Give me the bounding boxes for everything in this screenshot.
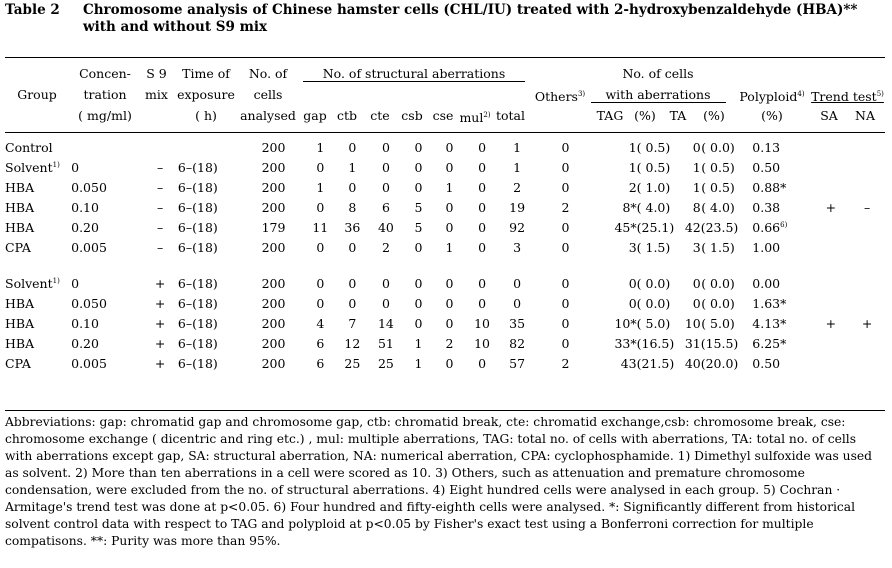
cell-tag-pct: ( 0.0) bbox=[636, 295, 671, 311]
cell-ta-pct: (20.0) bbox=[700, 355, 739, 371]
cell-na bbox=[849, 333, 885, 353]
cell-cte: 0 bbox=[381, 159, 390, 175]
cell-gap: 11 bbox=[312, 219, 329, 235]
cell-ctb: 0 bbox=[348, 139, 357, 155]
hdr-mul: mul$^{2)}$ bbox=[459, 110, 491, 126]
cell-tag: 10* bbox=[614, 315, 637, 331]
cell-ta: 8 bbox=[692, 199, 701, 215]
cell-cte: 0 bbox=[381, 275, 390, 291]
bottom-rule bbox=[5, 410, 885, 411]
cell-conc: 0.005 bbox=[71, 239, 107, 255]
cell-n: 200 bbox=[261, 179, 286, 195]
hdr-ta: TA bbox=[669, 108, 687, 123]
cell-total: 82 bbox=[509, 335, 526, 351]
cell-ta: 0 bbox=[692, 275, 701, 291]
cell-total: 1 bbox=[513, 159, 522, 175]
cell-tag-pct: ( 5.0) bbox=[636, 315, 671, 331]
cell-ta-pct: (23.5) bbox=[700, 219, 739, 235]
cell-cte: 0 bbox=[381, 139, 390, 155]
cell-tag-pct: (25.1) bbox=[636, 219, 675, 235]
cell-cse: 0 bbox=[445, 219, 454, 235]
cell-s9: – bbox=[157, 239, 164, 255]
cell-mul: 0 bbox=[478, 199, 487, 215]
hdr-others: Others$^{3)}$ bbox=[534, 89, 586, 105]
cell-total: 92 bbox=[509, 219, 526, 235]
hdr-ctb: ctb bbox=[336, 108, 358, 123]
cell-time: 6–(18) bbox=[177, 315, 218, 331]
cell-conc: 0 bbox=[71, 159, 80, 175]
cell-tag-pct: ( 0.5) bbox=[636, 139, 671, 155]
cell-mul: 10 bbox=[474, 335, 490, 351]
hdr-cte: cte bbox=[370, 108, 390, 123]
cell-cte: 40 bbox=[377, 219, 394, 235]
cell-ta-pct: ( 0.0) bbox=[701, 295, 735, 311]
cell-ta: 1 bbox=[692, 159, 701, 175]
cell-time: 6–(18) bbox=[177, 275, 218, 291]
cell-mul: 0 bbox=[478, 139, 487, 155]
hdr-csb: csb bbox=[401, 108, 423, 123]
cell-n: 200 bbox=[261, 159, 286, 175]
cell-ctb: 12 bbox=[344, 335, 361, 351]
cell-tag: 33* bbox=[614, 335, 637, 351]
cell-sa bbox=[813, 353, 850, 373]
cell-conc: 0.20 bbox=[71, 219, 99, 235]
cell-csb: 0 bbox=[414, 315, 423, 331]
cell-cse: 0 bbox=[445, 159, 454, 175]
hdr-sa: SA bbox=[820, 108, 838, 123]
cell-s9: + bbox=[154, 355, 166, 371]
cell-others: 0 bbox=[561, 335, 570, 351]
cell-conc: 0.10 bbox=[71, 315, 99, 331]
cell-ta-pct: ( 0.5) bbox=[701, 159, 735, 175]
hdr-structural-rule bbox=[303, 81, 525, 82]
hdr-conc-3: ( mg/ml) bbox=[78, 108, 132, 123]
cell-s9: – bbox=[157, 159, 164, 175]
cell-ctb: 36 bbox=[344, 219, 361, 235]
hdr-time-2: exposure bbox=[177, 87, 235, 102]
cell-tag-pct: ( 0.0) bbox=[636, 275, 671, 291]
cell-sa bbox=[813, 217, 850, 237]
cell-s9: + bbox=[154, 315, 166, 331]
hdr-poly: Polyploid$^{4)}$ bbox=[739, 89, 805, 105]
cell-cte: 51 bbox=[377, 335, 394, 351]
cell-poly: 1.63* bbox=[752, 295, 787, 311]
cell-cte: 0 bbox=[381, 179, 390, 195]
cell-ta: 10 bbox=[684, 315, 701, 331]
hdr-conc-2: tration bbox=[83, 87, 127, 102]
cell-csb: 0 bbox=[414, 159, 423, 175]
cell-sa: + bbox=[825, 315, 837, 331]
cell-poly: 1.00 bbox=[752, 239, 781, 255]
cell-gap: 1 bbox=[316, 179, 325, 195]
cell-total: 35 bbox=[509, 315, 526, 331]
hdr-structural: No. of structural aberrations bbox=[322, 66, 506, 81]
data-table bbox=[5, 137, 885, 373]
cell-n: 200 bbox=[261, 199, 286, 215]
cell-gap: 6 bbox=[316, 335, 325, 351]
cell-csb: 1 bbox=[414, 355, 423, 371]
cell-s9: – bbox=[157, 179, 164, 195]
hdr-poly-pct: (%) bbox=[761, 108, 783, 123]
cell-total: 0 bbox=[513, 275, 522, 291]
cell-gap: 0 bbox=[316, 199, 325, 215]
cell-group: Control bbox=[5, 139, 53, 155]
cell-sa bbox=[813, 333, 850, 353]
hdr-gap: gap bbox=[303, 108, 327, 123]
cell-csb: 5 bbox=[414, 199, 423, 215]
cell-ta-pct: ( 0.5) bbox=[701, 179, 735, 195]
cell-gap: 0 bbox=[316, 295, 325, 311]
hdr-no-2: cells bbox=[253, 87, 283, 102]
title-line-1: Chromosome analysis of Chinese hamster cells (CHL/IU) treated with 2-hydroxybenzaldehyde (HBA)** bbox=[83, 2, 858, 18]
cell-tag: 2 bbox=[628, 179, 637, 195]
footnote: Abbreviations: gap: chromatid gap and chromosome gap, ctb: chromatid break, cte: chromatid exchange,csb: chromosome break, cse: chromosome exchange ( dicentric and ring etc.) , mul: multiple aberrations, TAG: total no. of cells with aberrations, TA: total no. of cells with aberrations except gap, SA: structural aberration, NA: numerical aberration, CPA: cyclophosphamide. 1) Dimethyl sulfoxide was used as solvent. 2) More than ten aberrations in a cell were scored as 10. 3) Others, such as attenuation and premature chromosome condensation, were excluded from the no. of structural aberrations. 4) Eight hundred cells were analysed in each group. 5) Cochran · Armitage's trend test was done at p<0.05. 6) Four hundred and fifty-eighth cells were analysed. *: Significantly different from historical solvent control data with respect to TAG and polyploid at p<0.05 by Fisher's exact test using a Bonferroni correction for multiple compatisons. **: Purity was more than 95%. bbox=[5, 415, 873, 548]
cell-csb: 0 bbox=[414, 239, 423, 255]
cell-na: – bbox=[863, 199, 871, 215]
hdr-s9-2: mix bbox=[145, 87, 168, 102]
cell-poly: 0.13 bbox=[752, 139, 781, 155]
cell-total: 19 bbox=[509, 199, 526, 215]
cell-csb: 1 bbox=[414, 335, 423, 351]
cell-mul: 0 bbox=[478, 159, 487, 175]
cell-mul: 0 bbox=[478, 219, 487, 235]
cell-s9: – bbox=[157, 199, 164, 215]
cell-gap: 0 bbox=[316, 239, 325, 255]
cell-others: 0 bbox=[561, 219, 570, 235]
cell-tag-pct: (21.5) bbox=[636, 355, 675, 371]
cell-na bbox=[849, 293, 885, 313]
hdr-conc-1: Concen- bbox=[79, 66, 131, 81]
cell-group: HBA bbox=[5, 295, 35, 311]
cell-ctb: 0 bbox=[348, 275, 357, 291]
cell-ta: 31 bbox=[684, 335, 701, 351]
cell-s9: + bbox=[154, 275, 166, 291]
cell-ta-pct: ( 0.0) bbox=[701, 139, 735, 155]
cell-sa bbox=[813, 177, 850, 197]
cell-others: 0 bbox=[561, 315, 570, 331]
cell-time: 6–(18) bbox=[177, 295, 218, 311]
cell-others: 0 bbox=[561, 239, 570, 255]
cell-group: CPA bbox=[5, 355, 31, 371]
cell-sa bbox=[813, 137, 850, 157]
cell-poly: 6.25* bbox=[752, 335, 787, 351]
cell-time: 6–(18) bbox=[177, 179, 218, 195]
cell-ta: 40 bbox=[684, 355, 701, 371]
hdr-group: Group bbox=[17, 87, 57, 102]
hdr-s9-1: S 9 bbox=[146, 66, 167, 81]
cell-tag: 1 bbox=[628, 139, 637, 155]
cell-s9 bbox=[142, 137, 178, 157]
hdr-tag-pct: (%) bbox=[634, 108, 656, 123]
cell-csb: 0 bbox=[414, 179, 423, 195]
cell-cte: 0 bbox=[381, 295, 390, 311]
cell-cse: 0 bbox=[445, 315, 454, 331]
table-title bbox=[5, 2, 885, 36]
cell-total: 1 bbox=[513, 139, 522, 155]
cell-cse: 2 bbox=[445, 335, 454, 351]
cell-ta-pct: ( 4.0) bbox=[701, 199, 735, 215]
cell-poly: 0.66$^{6)}$ bbox=[752, 219, 788, 235]
cell-cse: 0 bbox=[445, 275, 454, 291]
cell-group: HBA bbox=[5, 199, 35, 215]
cell-time: 6–(18) bbox=[177, 239, 218, 255]
cell-mul: 10 bbox=[474, 315, 490, 331]
hdr-time-1: Time of bbox=[182, 66, 230, 81]
cell-ctb: 0 bbox=[348, 239, 357, 255]
cell-cse: 0 bbox=[445, 355, 454, 371]
cell-gap: 0 bbox=[316, 275, 325, 291]
table-row bbox=[5, 273, 885, 293]
cell-sa: + bbox=[825, 199, 837, 215]
cell-na: + bbox=[861, 315, 873, 331]
cell-na bbox=[849, 137, 885, 157]
cell-gap: 1 bbox=[316, 139, 325, 155]
cell-mul: 0 bbox=[478, 355, 487, 371]
cell-mul: 0 bbox=[478, 275, 487, 291]
cell-cse: 0 bbox=[445, 199, 454, 215]
cell-tag-pct: ( 4.0) bbox=[636, 199, 671, 215]
cell-gap: 6 bbox=[316, 355, 325, 371]
hdr-cells-rule bbox=[591, 102, 726, 103]
cell-conc: 0 bbox=[71, 275, 80, 291]
top-rule bbox=[5, 57, 885, 58]
cell-ta: 0 bbox=[692, 295, 701, 311]
cell-total: 3 bbox=[513, 239, 522, 255]
cell-cse: 0 bbox=[445, 295, 454, 311]
title-line-2: with and without S9 mix bbox=[83, 19, 268, 35]
cell-csb: 5 bbox=[414, 219, 423, 235]
cell-csb: 0 bbox=[414, 275, 423, 291]
hdr-tag: TAG bbox=[596, 108, 624, 123]
cell-cte: 25 bbox=[377, 355, 394, 371]
hdr-cells-2: with aberrations bbox=[605, 87, 711, 102]
table-row bbox=[5, 313, 885, 333]
cell-n: 200 bbox=[261, 315, 286, 331]
cell-n: 200 bbox=[261, 275, 286, 291]
cell-conc: 0.10 bbox=[71, 199, 99, 215]
cell-others: 0 bbox=[561, 139, 570, 155]
cell-poly: 0.50 bbox=[752, 355, 781, 371]
cell-cte: 6 bbox=[381, 199, 390, 215]
cell-tag-pct: ( 0.5) bbox=[636, 159, 671, 175]
cell-total: 0 bbox=[513, 295, 522, 311]
cell-poly: 0.00 bbox=[752, 275, 781, 291]
cell-ta-pct: ( 1.5) bbox=[701, 239, 735, 255]
cell-n: 200 bbox=[261, 295, 286, 311]
cell-sa bbox=[813, 273, 850, 293]
cell-conc: 0.050 bbox=[71, 295, 107, 311]
hdr-na: NA bbox=[855, 108, 875, 123]
cell-ta-pct: ( 5.0) bbox=[701, 315, 735, 331]
cell-mul: 0 bbox=[478, 295, 487, 311]
cell-tag: 0 bbox=[628, 295, 637, 311]
cell-cse: 1 bbox=[445, 239, 454, 255]
cell-s9: + bbox=[154, 335, 166, 351]
cell-conc bbox=[71, 137, 142, 157]
cell-others: 0 bbox=[561, 179, 570, 195]
cell-cse: 1 bbox=[445, 179, 454, 195]
cell-s9: – bbox=[157, 219, 164, 235]
cell-csb: 0 bbox=[414, 139, 423, 155]
cell-na bbox=[849, 157, 885, 177]
cell-conc: 0.050 bbox=[71, 179, 107, 195]
table-row bbox=[5, 217, 885, 237]
cell-time: 6–(18) bbox=[177, 159, 218, 175]
cell-n: 200 bbox=[261, 335, 286, 351]
cell-ctb: 8 bbox=[348, 199, 357, 215]
header-rule bbox=[5, 132, 885, 133]
hdr-cells-1: No. of cells bbox=[622, 66, 694, 81]
cell-cte: 2 bbox=[381, 239, 390, 255]
cell-others: 2 bbox=[561, 199, 570, 215]
cell-others: 0 bbox=[561, 275, 570, 291]
cell-sa bbox=[813, 237, 850, 257]
cell-others: 0 bbox=[561, 159, 570, 175]
cell-ta-pct: (15.5) bbox=[700, 335, 739, 351]
cell-time bbox=[178, 137, 242, 157]
cell-others: 0 bbox=[561, 295, 570, 311]
cell-time: 6–(18) bbox=[177, 355, 218, 371]
cell-tag-pct: (16.5) bbox=[636, 335, 675, 351]
cell-tag: 43 bbox=[620, 355, 637, 371]
hdr-total: total bbox=[495, 108, 526, 123]
cell-group: HBA bbox=[5, 219, 35, 235]
cell-poly: 0.38 bbox=[752, 199, 781, 215]
cell-group: Solvent$^{1)}$ bbox=[5, 275, 60, 291]
cell-time: 6–(18) bbox=[177, 335, 218, 351]
cell-csb: 0 bbox=[414, 295, 423, 311]
cell-sa bbox=[813, 157, 850, 177]
cell-mul: 0 bbox=[478, 239, 487, 255]
hdr-time-3: ( h) bbox=[195, 108, 217, 123]
cell-group: HBA bbox=[5, 179, 35, 195]
table-row bbox=[5, 197, 885, 217]
cell-ctb: 25 bbox=[344, 355, 361, 371]
cell-na bbox=[849, 237, 885, 257]
cell-cse: 0 bbox=[445, 139, 454, 155]
table-row bbox=[5, 137, 885, 157]
cell-tag: 45* bbox=[614, 219, 637, 235]
cell-conc: 0.20 bbox=[71, 335, 99, 351]
cell-ctb: 0 bbox=[348, 179, 357, 195]
cell-cte: 14 bbox=[377, 315, 394, 331]
cell-ta: 0 bbox=[692, 139, 701, 155]
hdr-cse: cse bbox=[432, 108, 454, 123]
cell-others: 2 bbox=[561, 355, 570, 371]
spacer-row bbox=[5, 257, 885, 273]
cell-group: HBA bbox=[5, 315, 35, 331]
cell-time: 6–(18) bbox=[177, 219, 218, 235]
cell-tag: 1 bbox=[628, 159, 637, 175]
cell-ctb: 7 bbox=[348, 315, 357, 331]
table-row bbox=[5, 353, 885, 373]
cell-n: 200 bbox=[261, 355, 286, 371]
cell-tag-pct: ( 1.5) bbox=[636, 239, 671, 255]
hdr-no-3: analysed bbox=[240, 108, 296, 123]
cell-ctb: 1 bbox=[348, 159, 357, 175]
cell-na bbox=[849, 353, 885, 373]
cell-ctb: 0 bbox=[348, 295, 357, 311]
cell-tag: 3 bbox=[628, 239, 637, 255]
cell-mul: 0 bbox=[478, 179, 487, 195]
cell-na bbox=[849, 217, 885, 237]
hdr-trend: Trend test$^{5)}$ bbox=[811, 89, 884, 105]
table-label: Table 2 bbox=[5, 2, 60, 18]
cell-group: HBA bbox=[5, 335, 35, 351]
cell-ta-pct: ( 0.0) bbox=[701, 275, 735, 291]
cell-na bbox=[849, 273, 885, 293]
cell-poly: 0.50 bbox=[752, 159, 781, 175]
cell-ta: 1 bbox=[692, 179, 701, 195]
cell-ta: 3 bbox=[692, 239, 701, 255]
cell-s9: + bbox=[154, 295, 166, 311]
cell-n: 200 bbox=[261, 139, 286, 155]
cell-tag-pct: ( 1.0) bbox=[636, 179, 671, 195]
table-row bbox=[5, 293, 885, 313]
cell-tag: 8* bbox=[622, 199, 637, 215]
cell-gap: 0 bbox=[316, 159, 325, 175]
cell-ta: 42 bbox=[684, 219, 701, 235]
cell-n: 179 bbox=[261, 219, 286, 235]
table-row bbox=[5, 333, 885, 353]
hdr-ta-pct: (%) bbox=[703, 108, 725, 123]
cell-sa bbox=[813, 293, 850, 313]
cell-group: Solvent$^{1)}$ bbox=[5, 159, 60, 175]
table-row bbox=[5, 177, 885, 197]
cell-conc: 0.005 bbox=[71, 355, 107, 371]
cell-gap: 4 bbox=[316, 315, 325, 331]
hdr-no-1: No. of bbox=[248, 66, 288, 81]
cell-total: 57 bbox=[509, 355, 526, 371]
cell-n: 200 bbox=[261, 239, 286, 255]
table-row bbox=[5, 237, 885, 257]
table-row bbox=[5, 157, 885, 177]
cell-total: 2 bbox=[513, 179, 522, 195]
cell-group: CPA bbox=[5, 239, 31, 255]
cell-tag: 0 bbox=[628, 275, 637, 291]
cell-na bbox=[849, 177, 885, 197]
cell-poly: 0.88* bbox=[752, 179, 787, 195]
cell-poly: 4.13* bbox=[752, 315, 787, 331]
cell-time: 6–(18) bbox=[177, 199, 218, 215]
